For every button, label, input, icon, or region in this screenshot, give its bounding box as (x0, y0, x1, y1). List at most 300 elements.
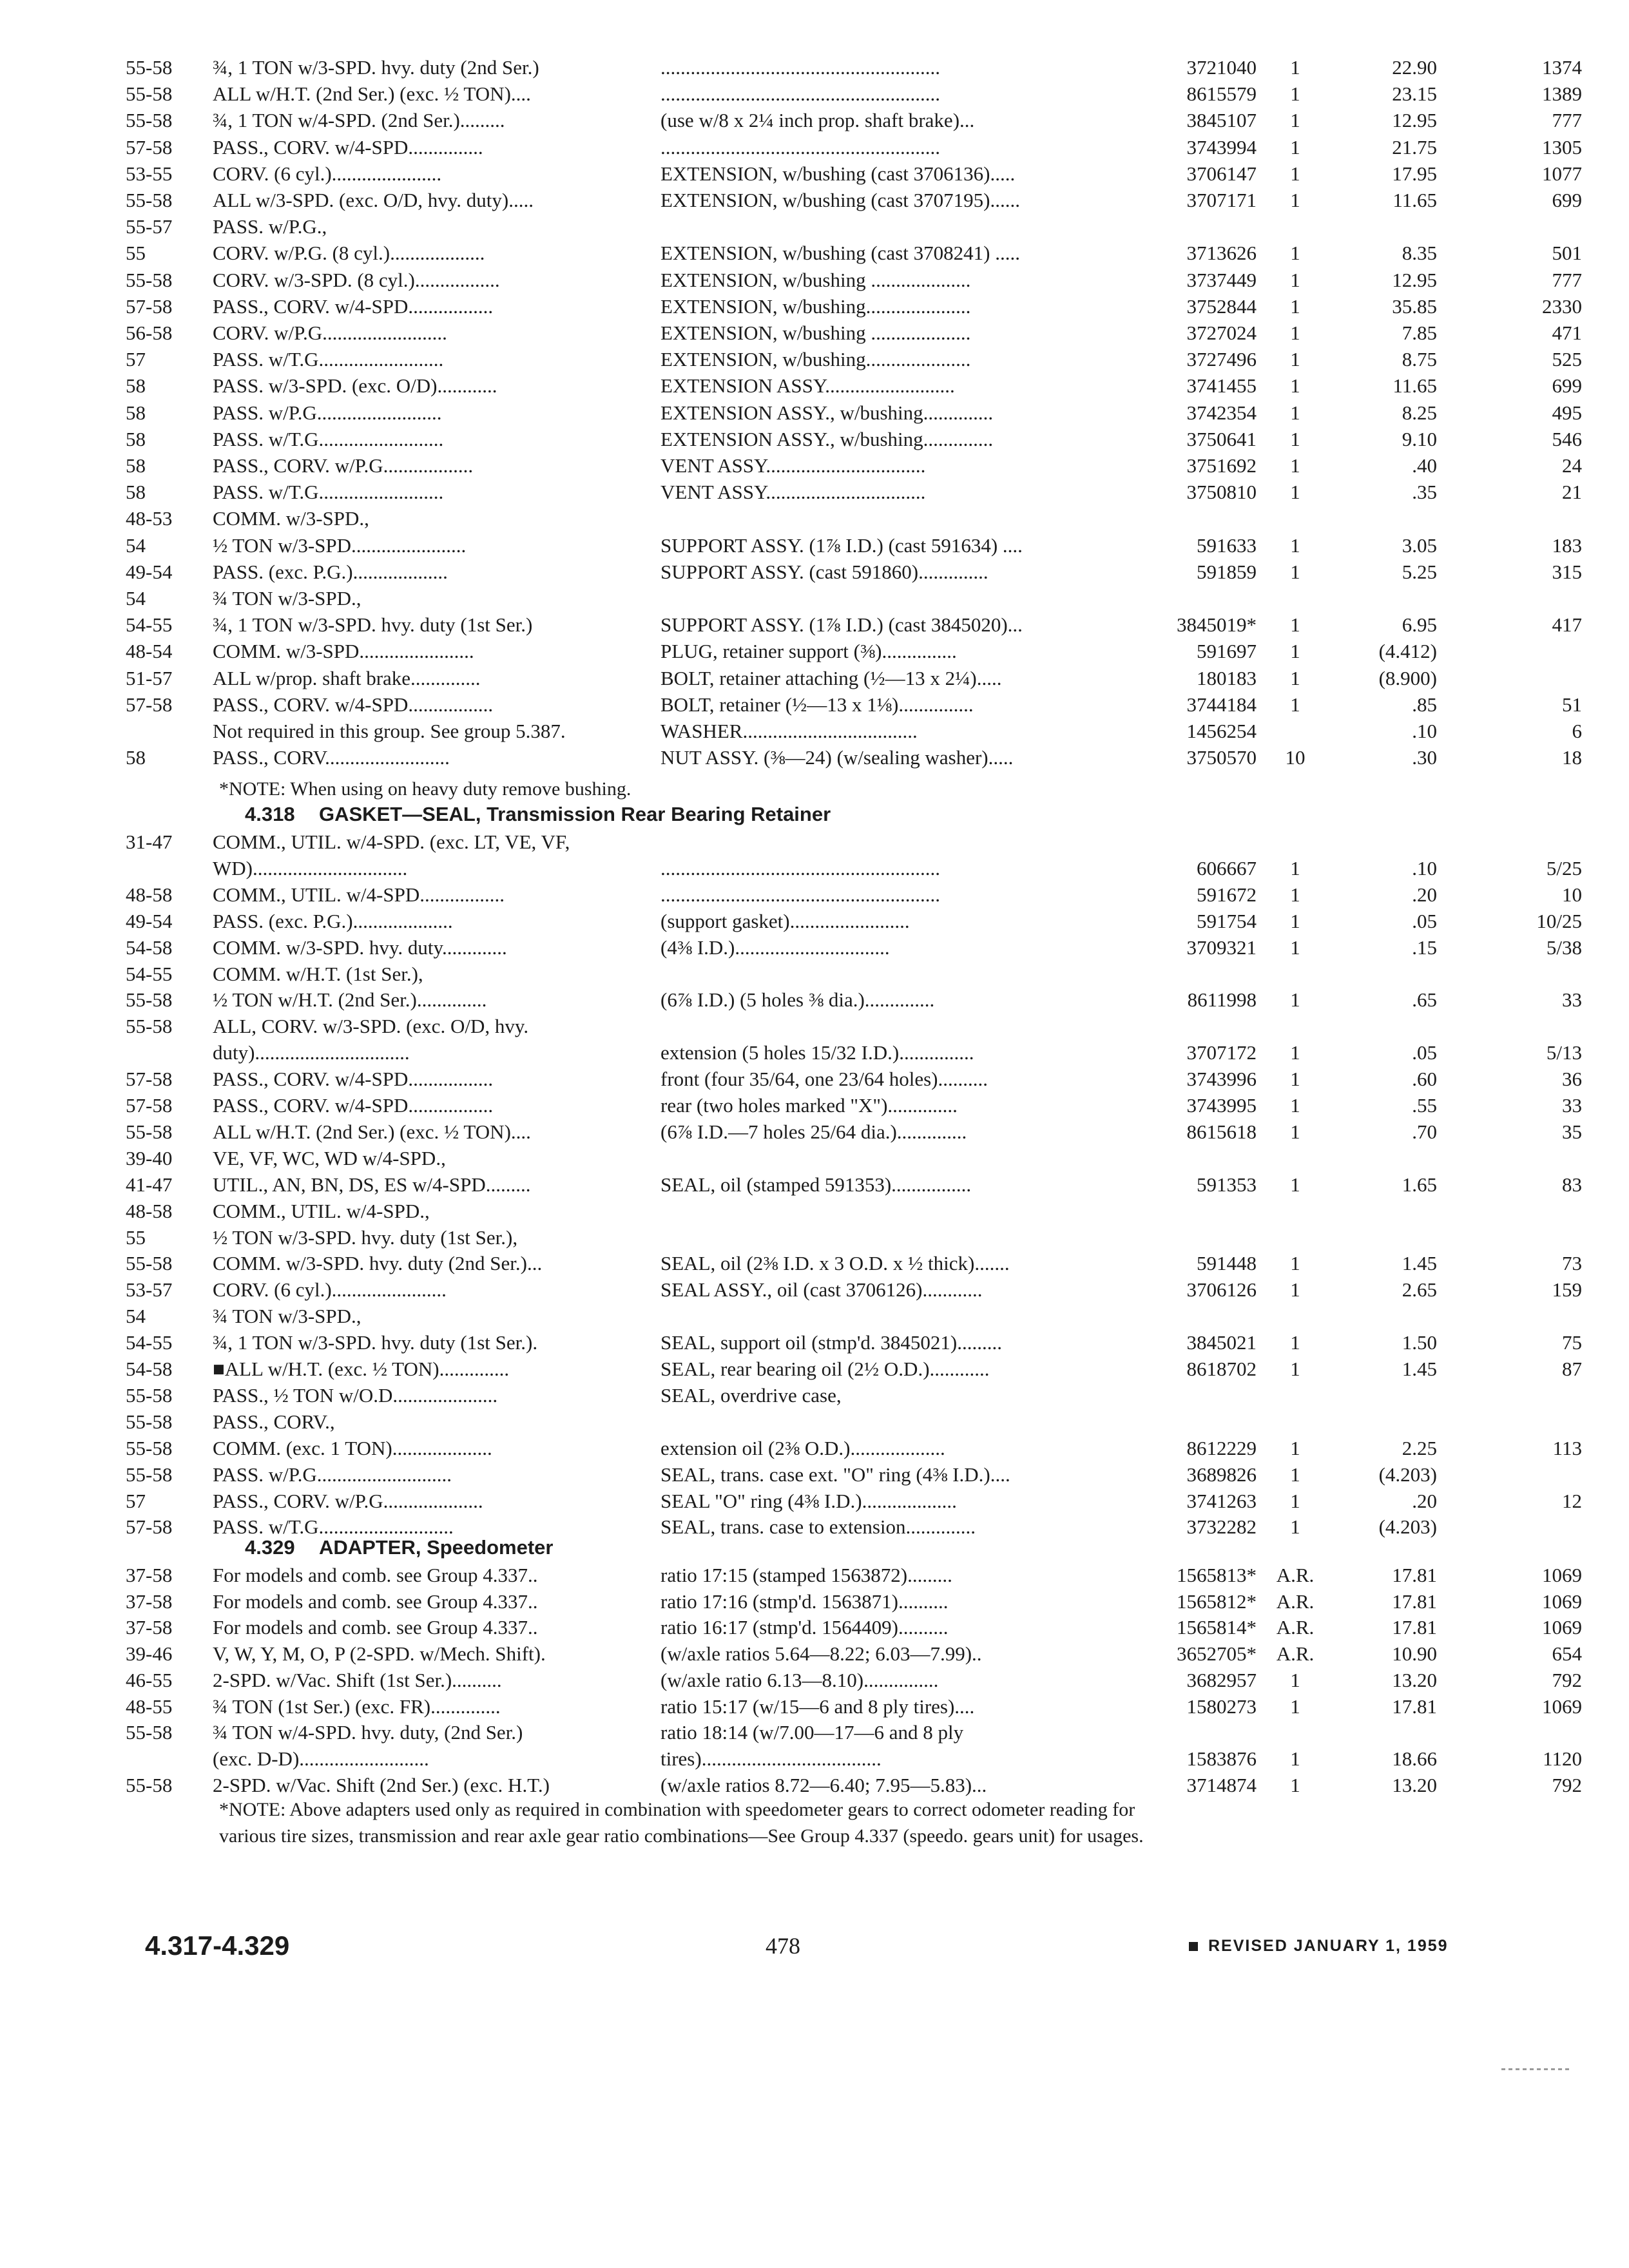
row-description: (w/axle ratios 5.64—8.22; 6.03—7.99).. (660, 1642, 982, 1666)
row-part-number: 1583876 (1186, 1747, 1257, 1770)
parts-row (126, 829, 1485, 855)
row-part-number: 3713626 (1186, 242, 1257, 265)
row-price: 23.15 (1392, 82, 1437, 106)
parts-row (126, 1640, 1582, 1667)
parts-row (126, 718, 1582, 744)
row-price: 17.95 (1392, 162, 1437, 185)
row-models: PASS. (exc. P.G.)................... (213, 560, 448, 583)
row-price: .85 (1412, 693, 1437, 716)
row-years: 48-54 (126, 640, 173, 663)
row-quantity: 1 (1290, 1668, 1300, 1691)
row-part-number: 3752844 (1186, 294, 1257, 318)
row-quantity: 1 (1290, 56, 1300, 79)
parts-row (126, 1382, 1485, 1408)
row-price: (8.900) (1378, 666, 1437, 689)
row-code: 1077 (1542, 162, 1582, 185)
row-years: 54-58 (126, 1358, 173, 1380)
row-description: (6⅞ I.D.) (5 holes ⅜ dia.).............. (660, 988, 935, 1012)
row-price: 17.81 (1392, 1564, 1437, 1586)
row-price: 13.20 (1392, 1668, 1437, 1691)
row-models: COMM. w/3-SPD. hvy. duty............. (213, 936, 507, 959)
revision-text: REVISED JANUARY 1, 1959 (1208, 1937, 1449, 1955)
row-years: 55-58 (126, 189, 173, 211)
row-years: 54-55 (126, 962, 173, 985)
row-description: SEAL "O" ring (4⅜ I.D.)................... (660, 1489, 957, 1512)
row-part-number: 591672 (1197, 883, 1257, 906)
row-years: 51-57 (126, 666, 173, 689)
row-description: NUT ASSY. (⅜—24) (w/sealing washer)..... (660, 746, 1014, 769)
row-models: PASS. w/T.G......................... (213, 348, 444, 371)
row-description: SUPPORT ASSY. (1⅞ I.D.) (cast 3845020)... (660, 613, 1023, 637)
row-price: 17.81 (1392, 1695, 1437, 1718)
row-models: PASS., CORV. w/4-SPD............... (213, 135, 483, 159)
row-part-number: 8612229 (1186, 1436, 1257, 1459)
row-years: 57 (126, 348, 146, 371)
row-part-number: 3741263 (1186, 1489, 1257, 1512)
row-years: 57-58 (126, 693, 173, 716)
parts-row (126, 1250, 1582, 1276)
parts-row (126, 934, 1582, 961)
row-models: ALL w/prop. shaft brake.............. (213, 666, 481, 689)
row-description: SEAL, support oil (stmp'd. 3845021)......... (660, 1331, 1002, 1354)
row-description: ........................................................ (660, 82, 940, 106)
row-code: 792 (1552, 1668, 1582, 1691)
row-quantity: 1 (1290, 1489, 1300, 1512)
row-code: 10 (1562, 883, 1582, 906)
row-quantity: 1 (1290, 1436, 1300, 1459)
parts-row (126, 240, 1582, 266)
parts-row (126, 160, 1582, 187)
parts-row (126, 479, 1582, 505)
parts-row (126, 1356, 1582, 1382)
row-models: CORV. w/3-SPD. (8 cyl.)................. (213, 268, 500, 291)
row-models: PASS., CORV., (213, 1410, 335, 1433)
row-years: 31-47 (126, 831, 173, 853)
row-quantity: 1 (1290, 162, 1300, 185)
row-code: 75 (1562, 1331, 1582, 1354)
row-models: COMM., UTIL. w/4-SPD. (exc. LT, VE, VF, (213, 831, 570, 853)
row-models: COMM., UTIL. w/4-SPD., (213, 1199, 430, 1222)
row-years: 48-55 (126, 1695, 173, 1718)
row-code: 24 (1562, 454, 1582, 477)
row-models: 2-SPD. w/Vac. Shift (1st Ser.).......... (213, 1668, 502, 1691)
row-quantity: 1 (1290, 988, 1300, 1012)
row-quantity: 1 (1290, 936, 1300, 959)
row-models: PASS., CORV. w/4-SPD................. (213, 294, 494, 318)
page-number: 478 (766, 1933, 800, 1959)
row-price: .05 (1412, 1041, 1437, 1064)
row-part-number: 8611998 (1187, 988, 1257, 1012)
row-years: 58 (126, 746, 146, 769)
row-part-number: 606667 (1197, 856, 1257, 879)
row-quantity: 1 (1290, 1041, 1300, 1064)
row-description: BOLT, retainer (½—13 x 1⅛)............... (660, 693, 974, 716)
row-part-number: 3652705* (1177, 1642, 1257, 1666)
row-part-number: 591754 (1197, 909, 1257, 932)
parts-row (126, 986, 1582, 1013)
row-description: EXTENSION, w/bushing .................... (660, 322, 971, 344)
row-price: .70 (1412, 1120, 1437, 1143)
row-code: 12 (1562, 1489, 1582, 1512)
row-models: PASS., CORV. w/P.G.................... (213, 1489, 483, 1512)
parts-row (126, 293, 1582, 320)
row-part-number: 1565814* (1177, 1616, 1257, 1639)
parts-row (126, 1066, 1582, 1092)
row-part-number: 591697 (1197, 640, 1257, 663)
parts-row (126, 187, 1582, 213)
parts-row (126, 1198, 1485, 1224)
row-models: PASS. w/P.G., (213, 215, 327, 238)
row-code: 1389 (1542, 82, 1582, 106)
row-part-number: 1565813* (1177, 1564, 1257, 1586)
row-years: 55-58 (126, 268, 173, 291)
row-price: .55 (1412, 1094, 1437, 1117)
row-models: PASS. w/P.G......................... (213, 401, 442, 424)
row-code: 777 (1552, 268, 1582, 291)
row-quantity: 1 (1290, 1747, 1300, 1770)
row-models: ■ALL w/H.T. (exc. ½ TON).............. (213, 1358, 510, 1380)
row-price: .40 (1412, 454, 1437, 477)
revision-square-icon (1189, 1942, 1198, 1951)
row-price: 1.45 (1402, 1252, 1437, 1275)
row-models: CORV. (6 cyl.)....................... (213, 1278, 447, 1302)
row-description: (6⅞ I.D.—7 holes 25/64 dia.).............. (660, 1120, 967, 1143)
row-description: ........................................................ (660, 56, 940, 79)
parts-row (126, 452, 1582, 479)
row-years: 55-58 (126, 109, 173, 132)
row-price: 8.25 (1402, 401, 1437, 424)
parts-row (126, 320, 1582, 346)
row-years: 57-58 (126, 1515, 173, 1539)
row-years: 55-58 (126, 1463, 173, 1486)
row-part-number: 3743995 (1186, 1094, 1257, 1117)
row-part-number: 3707172 (1186, 1041, 1257, 1064)
row-description: front (four 35/64, one 23/64 holes).......... (660, 1068, 988, 1091)
row-quantity: A.R. (1276, 1642, 1315, 1666)
parts-row (126, 1329, 1582, 1356)
row-models: 2-SPD. w/Vac. Shift (2nd Ser.) (exc. H.T.) (213, 1773, 550, 1796)
row-description: (w/axle ratios 8.72—6.40; 7.95—5.83)... (660, 1773, 987, 1796)
row-quantity: 1 (1290, 1358, 1300, 1380)
row-models: COMM. w/3-SPD....................... (213, 640, 474, 663)
row-models: CORV. (6 cyl.)...................... (213, 162, 442, 185)
row-quantity: 1 (1290, 883, 1300, 906)
row-years: 54 (126, 1305, 146, 1328)
row-part-number: 3682957 (1186, 1668, 1257, 1691)
row-models: ALL w/H.T. (2nd Ser.) (exc. ½ TON).... (213, 1120, 531, 1143)
row-code: 1069 (1542, 1590, 1582, 1613)
parts-row (126, 638, 1485, 664)
row-part-number: 1565812* (1177, 1590, 1257, 1613)
row-quantity: 1 (1290, 189, 1300, 211)
row-description: PLUG, retainer support (⅜)............... (660, 640, 957, 663)
row-quantity: 1 (1290, 348, 1300, 371)
parts-row (126, 1303, 1485, 1329)
row-code: 21 (1562, 481, 1582, 504)
row-models: PASS. w/3-SPD. (exc. O/D)............ (213, 374, 497, 398)
section-number: 4.318 (245, 803, 295, 825)
row-description: SEAL, trans. case ext. "O" ring (4⅜ I.D.).... (660, 1463, 1010, 1486)
parts-row (126, 744, 1582, 771)
parts-row (126, 532, 1582, 559)
row-years: 49-54 (126, 560, 173, 583)
row-price: 1.50 (1402, 1331, 1437, 1354)
parts-row (126, 908, 1582, 934)
parts-row (126, 1588, 1582, 1615)
row-quantity: 1 (1290, 322, 1300, 344)
row-price: .20 (1412, 1489, 1437, 1512)
parts-row (126, 81, 1582, 107)
row-price: 11.65 (1393, 374, 1437, 398)
row-models: PASS. w/T.G......................... (213, 481, 444, 504)
row-part-number: 3741455 (1186, 374, 1257, 398)
row-code: 5/38 (1546, 936, 1582, 959)
parts-row (126, 1488, 1582, 1514)
row-years: 55 (126, 242, 146, 265)
row-part-number: 8615618 (1186, 1120, 1257, 1143)
row-description: (support gasket)........................ (660, 909, 910, 932)
row-description: EXTENSION, w/bushing .................... (660, 268, 971, 291)
row-part-number: 3737449 (1186, 268, 1257, 291)
row-models: ¾, 1 TON w/3-SPD. hvy. duty (1st Ser.) (213, 613, 533, 637)
row-part-number: 3742354 (1186, 401, 1257, 424)
row-quantity: 1 (1290, 427, 1300, 450)
row-part-number: 3706126 (1186, 1278, 1257, 1302)
parts-row (126, 881, 1582, 908)
row-models: ½ TON w/3-SPD....................... (213, 533, 467, 557)
row-quantity: 1 (1290, 640, 1300, 663)
row-code: 159 (1552, 1278, 1582, 1302)
row-years: 46-55 (126, 1668, 173, 1691)
row-description: ratio 18:14 (w/7.00—17—6 and 8 ply (660, 1721, 964, 1744)
row-years: 37-58 (126, 1564, 173, 1586)
row-code: 1305 (1542, 135, 1582, 159)
row-years: 53-55 (126, 162, 173, 185)
scan-artifact (1501, 2068, 1572, 2070)
row-part-number: 3721040 (1186, 56, 1257, 79)
row-models: ½ TON w/3-SPD. hvy. duty (1st Ser.), (213, 1225, 518, 1249)
parts-row (126, 1145, 1485, 1171)
row-models: For models and comb. see Group 4.337.. (213, 1590, 538, 1613)
row-part-number: 3706147 (1186, 162, 1257, 185)
row-models: duty)............................... (213, 1041, 410, 1064)
row-models: (exc. D-D).......................... (213, 1747, 429, 1770)
row-code: 1069 (1542, 1564, 1582, 1586)
parts-row (126, 1092, 1582, 1119)
row-price: 9.10 (1402, 427, 1437, 450)
row-quantity: 1 (1290, 374, 1300, 398)
row-description: SEAL, overdrive case, (660, 1383, 842, 1407)
row-code: 5/13 (1546, 1041, 1582, 1064)
row-part-number: 591859 (1197, 560, 1257, 583)
row-years: 53-57 (126, 1278, 173, 1302)
section-title: GASKET—SEAL, Transmission Rear Bearing Retainer (319, 803, 831, 825)
row-years: 49-54 (126, 909, 173, 932)
group-range: 4.317-4.329 (145, 1930, 290, 1961)
parts-row (126, 855, 1582, 881)
row-years: 58 (126, 454, 146, 477)
row-description: SEAL, oil (2⅜ I.D. x 3 O.D. x ½ thick)....... (660, 1252, 1010, 1275)
row-code: 36 (1562, 1068, 1582, 1091)
row-code: 417 (1552, 613, 1582, 637)
row-models: UTIL., AN, BN, DS, ES w/4-SPD......... (213, 1173, 531, 1196)
row-code: 1069 (1542, 1695, 1582, 1718)
row-price: 13.20 (1392, 1773, 1437, 1796)
row-years: 57 (126, 1489, 146, 1512)
row-years: 54-58 (126, 936, 173, 959)
row-code: 315 (1552, 560, 1582, 583)
parts-row (126, 372, 1582, 399)
row-years: 58 (126, 481, 146, 504)
row-part-number: 3845107 (1186, 109, 1257, 132)
row-part-number: 3750570 (1186, 746, 1257, 769)
row-price: 12.95 (1392, 268, 1437, 291)
row-part-number: 3689826 (1186, 1463, 1257, 1486)
row-years: 54-55 (126, 1331, 173, 1354)
row-models: ALL w/3-SPD. (exc. O/D, hvy. duty)..... (213, 189, 534, 211)
row-models: ALL w/H.T. (2nd Ser.) (exc. ½ TON).... (213, 82, 531, 106)
row-part-number: 3727024 (1186, 322, 1257, 344)
parts-row (126, 1693, 1582, 1720)
row-part-number: 591353 (1197, 1173, 1257, 1196)
row-description: EXTENSION, w/bushing..................... (660, 294, 971, 318)
row-models: PASS. w/T.G......................... (213, 427, 444, 450)
row-quantity: 1 (1290, 1094, 1300, 1117)
row-years: 41-47 (126, 1173, 173, 1196)
row-quantity: 1 (1290, 481, 1300, 504)
row-years: 58 (126, 374, 146, 398)
row-models: PASS., CORV. w/4-SPD................. (213, 1068, 494, 1091)
row-code: 654 (1552, 1642, 1582, 1666)
row-code: 792 (1552, 1773, 1582, 1796)
parts-row (126, 665, 1485, 691)
row-models: ½ TON w/H.T. (2nd Ser.).............. (213, 988, 487, 1012)
row-code: 33 (1562, 1094, 1582, 1117)
row-years: 55 (126, 1225, 146, 1249)
row-quantity: 1 (1290, 1773, 1300, 1796)
parts-row (126, 1119, 1582, 1145)
row-models: Not required in this group. See group 5.387. (213, 720, 566, 742)
parts-row (126, 691, 1582, 718)
row-quantity: 1 (1290, 1278, 1300, 1302)
parts-row (126, 1276, 1582, 1303)
row-description: SUPPORT ASSY. (1⅞ I.D.) (cast 591634) .... (660, 533, 1023, 557)
row-price: 21.75 (1392, 135, 1437, 159)
parts-row (126, 1667, 1582, 1693)
row-price: 18.66 (1392, 1747, 1437, 1770)
parts-row (126, 1435, 1582, 1461)
parts-row (126, 54, 1582, 81)
row-models: ¾ TON w/4-SPD. hvy. duty, (2nd Ser.) (213, 1721, 523, 1744)
row-models: COMM., UTIL. w/4-SPD................. (213, 883, 505, 906)
row-description: extension (5 holes 15/32 I.D.)............... (660, 1041, 974, 1064)
row-code: 35 (1562, 1120, 1582, 1143)
parts-row (126, 1562, 1582, 1588)
row-years: 37-58 (126, 1590, 173, 1613)
row-part-number: 591448 (1197, 1252, 1257, 1275)
parts-row (126, 1171, 1582, 1198)
parts-row (126, 107, 1582, 133)
row-models: PASS. (exc. P.G.).................... (213, 909, 453, 932)
parts-row (126, 505, 1485, 532)
row-description: ........................................................ (660, 856, 940, 879)
row-quantity: 1 (1290, 693, 1300, 716)
row-quantity: 1 (1290, 666, 1300, 689)
row-price: 8.35 (1402, 242, 1437, 265)
row-quantity: 1 (1290, 109, 1300, 132)
row-models: CORV. w/P.G......................... (213, 322, 447, 344)
row-models: ¾, 1 TON w/3-SPD. hvy. duty (1st Ser.). (213, 1331, 538, 1354)
row-models: For models and comb. see Group 4.337.. (213, 1564, 538, 1586)
row-part-number: 3845021 (1186, 1331, 1257, 1354)
row-quantity: 1 (1290, 1120, 1300, 1143)
row-code: 699 (1552, 374, 1582, 398)
row-quantity: 1 (1290, 1173, 1300, 1196)
row-description: (4⅜ I.D.)............................... (660, 936, 890, 959)
row-price: 7.85 (1402, 322, 1437, 344)
row-models: COMM. (exc. 1 TON).................... (213, 1436, 492, 1459)
adapter-note: *NOTE: Above adapters used only as required in combination with speedometer gears to correct odometer reading for various tire sizes, transmission and rear axle gear ratio combinations—See Group 4.337 (speedo. gears unit) for usages. (219, 1799, 1144, 1847)
row-models: ¾ TON w/3-SPD., (213, 1305, 361, 1328)
row-price: 2.65 (1402, 1278, 1437, 1302)
row-price: .15 (1412, 936, 1437, 959)
parts-row (126, 1614, 1582, 1640)
row-code: 777 (1552, 109, 1582, 132)
row-price: 10.90 (1392, 1642, 1437, 1666)
row-code: 83 (1562, 1173, 1582, 1196)
row-quantity: A.R. (1276, 1564, 1315, 1586)
row-description: SEAL, oil (stamped 591353)................ (660, 1173, 972, 1196)
parts-row (126, 1772, 1582, 1798)
row-quantity: 1 (1290, 294, 1300, 318)
parts-row (126, 267, 1582, 293)
row-years: 55-58 (126, 1721, 173, 1744)
row-price: 17.81 (1392, 1590, 1437, 1613)
row-years: 57-58 (126, 1068, 173, 1091)
parts-row (126, 1013, 1485, 1039)
row-price: (4.412) (1378, 640, 1437, 663)
row-years: 39-46 (126, 1642, 173, 1666)
row-years: 54-55 (126, 613, 173, 637)
row-description: ratio 15:17 (w/15—6 and 8 ply tires).... (660, 1695, 975, 1718)
row-code: 18 (1562, 746, 1582, 769)
parts-row (126, 585, 1485, 611)
row-code: 2330 (1542, 294, 1582, 318)
row-quantity: 1 (1290, 613, 1300, 637)
row-code: 6 (1572, 720, 1582, 742)
row-price: 6.95 (1402, 613, 1437, 637)
row-years: 57-58 (126, 294, 173, 318)
row-description: ........................................................ (660, 135, 940, 159)
row-part-number: 8618702 (1186, 1358, 1257, 1380)
row-description: EXTENSION ASSY., w/bushing.............. (660, 427, 994, 450)
row-quantity: 1 (1290, 1068, 1300, 1091)
row-price: .30 (1412, 746, 1437, 769)
row-part-number: 3744184 (1186, 693, 1257, 716)
row-price: .60 (1412, 1068, 1437, 1091)
row-part-number: 3750641 (1186, 427, 1257, 450)
row-price: 2.25 (1402, 1436, 1437, 1459)
revision-date (1189, 1930, 1449, 1962)
row-years: 55-58 (126, 988, 173, 1012)
row-description: ratio 17:15 (stamped 1563872)......... (660, 1564, 952, 1586)
bushing-note: *NOTE: When using on heavy duty remove bushing. (219, 778, 631, 800)
row-description: EXTENSION, w/bushing (cast 3707195)...... (660, 189, 1020, 211)
parts-row (126, 1039, 1582, 1066)
row-models: PASS., ½ TON w/O.D..................... (213, 1383, 498, 1407)
row-price: 11.65 (1393, 189, 1437, 211)
row-years: 55-58 (126, 1383, 173, 1407)
